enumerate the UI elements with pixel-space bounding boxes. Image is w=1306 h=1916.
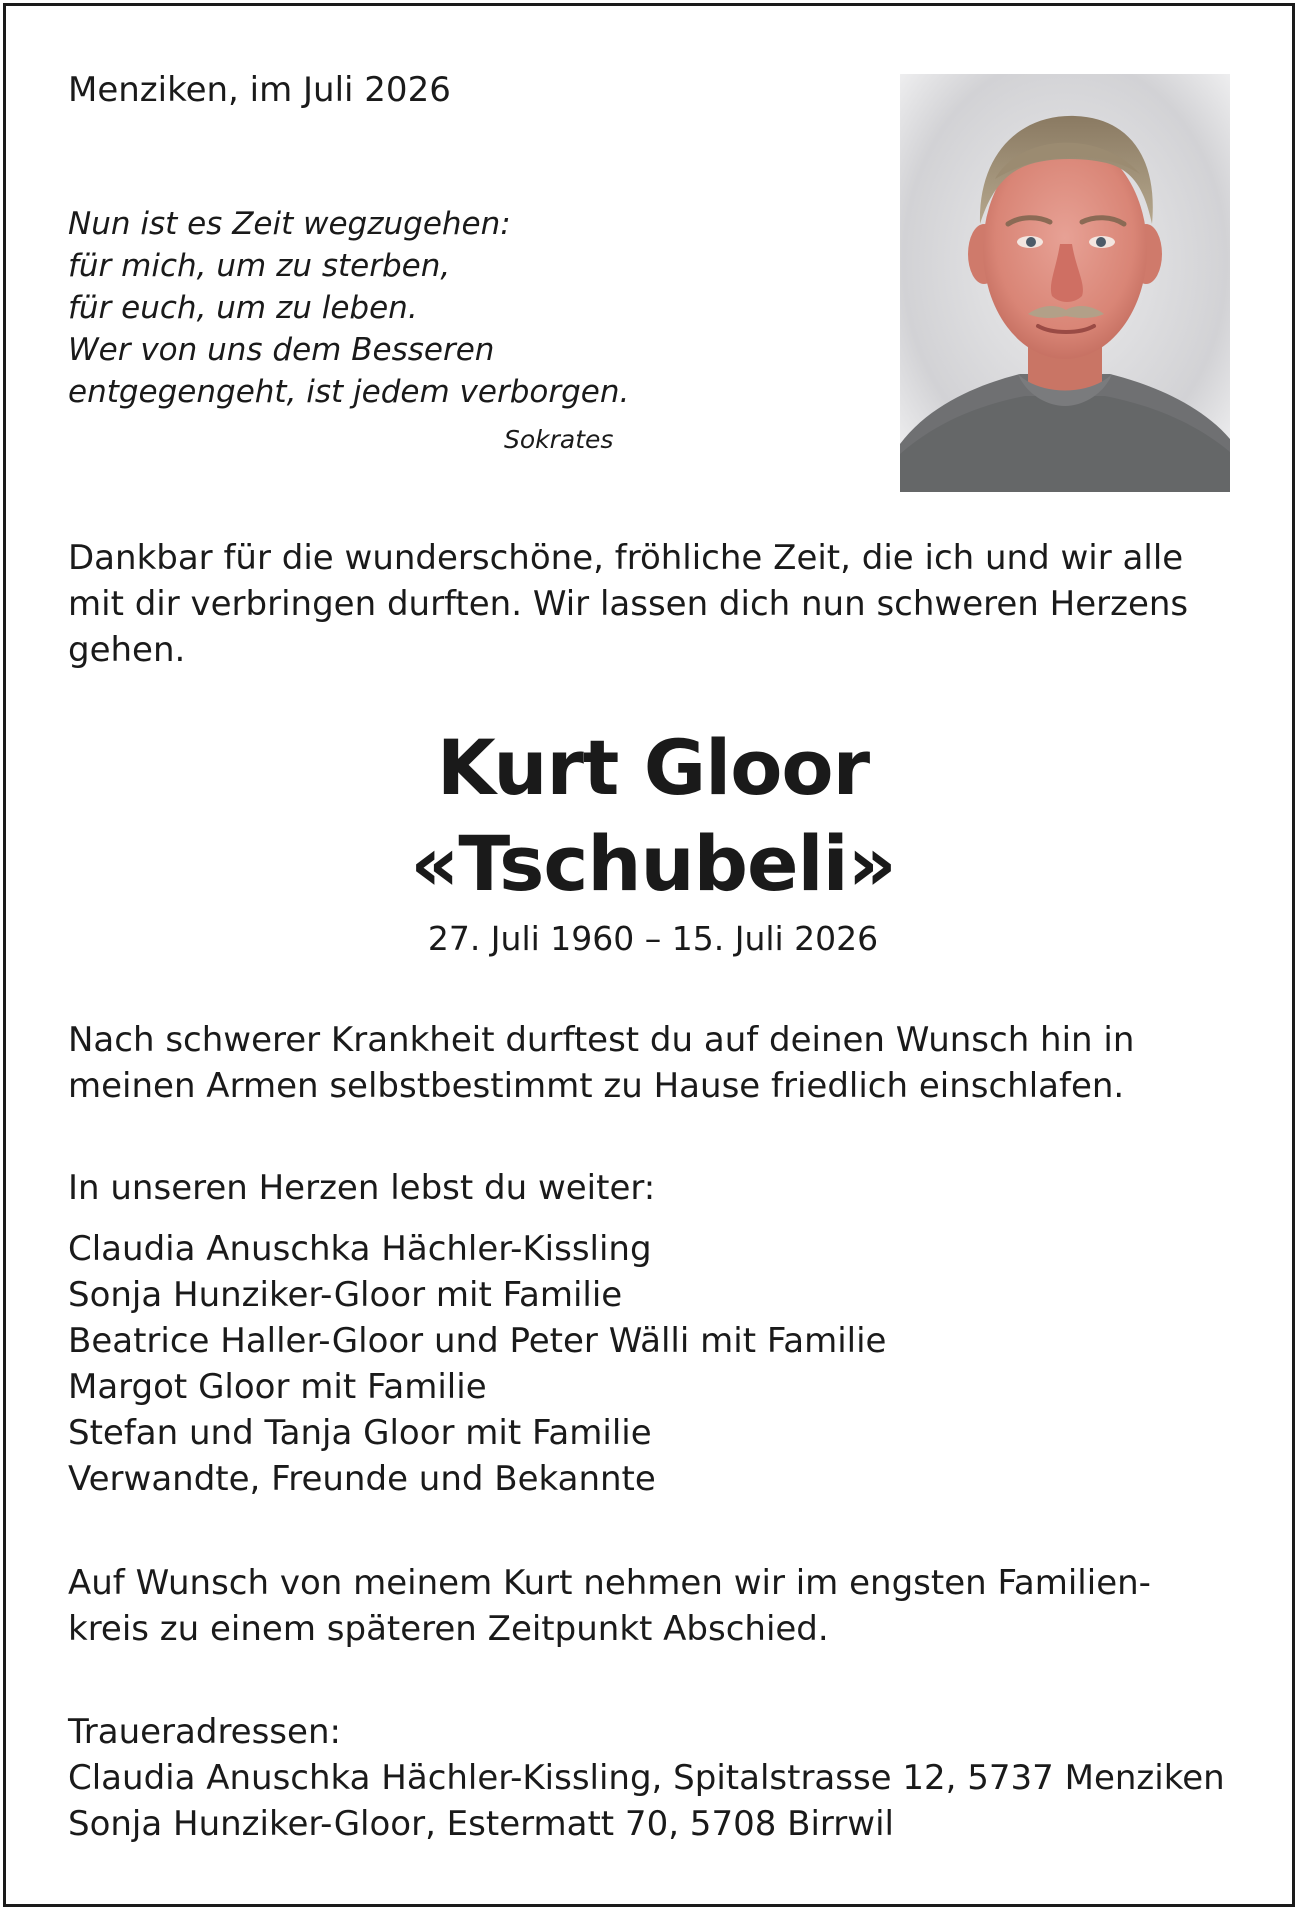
poem-line: für euch, um zu leben. — [68, 290, 418, 326]
place-date: Menziken, im Juli 2026 — [68, 70, 451, 110]
mourner-name: Verwandte, Freunde und Bekannte — [68, 1459, 656, 1499]
deceased-block — [68, 720, 1238, 964]
mourners-intro: In unseren Herzen lebst du weiter: — [68, 1168, 656, 1208]
poem-line: entgegengeht, ist jedem verborgen. — [68, 374, 630, 410]
mourner-name: Sonja Hunziker-Gloor mit Familie — [68, 1275, 623, 1315]
mourning-address: Sonja Hunziker-Gloor, Estermatt 70, 5708 Birrwil — [68, 1804, 894, 1844]
deceased-name: Kurt Gloor — [436, 723, 870, 812]
poem-author: Sokrates — [504, 425, 614, 454]
deceased-nickname: «Tschubeli» — [410, 819, 896, 908]
illness-text: Nach schwerer Krankheit durftest du auf deinen Wunsch hin in meinen Armen selbstbestimmt zu Hause friedlich einschlafen. — [68, 1020, 1135, 1106]
mourner-name: Claudia Anuschka Hächler-Kissling — [68, 1229, 652, 1269]
mourner-name: Beatrice Haller-Gloor und Peter Wälli mit Familie — [68, 1321, 887, 1361]
poem-line: Wer von uns dem Besseren — [68, 332, 495, 368]
addresses-heading: Traueradressen: — [68, 1712, 341, 1752]
life-dates: 27. Juli 1960 – 15. Juli 2026 — [427, 919, 879, 958]
thanks-text: Dankbar für die wunderschöne, fröhliche Zeit, die ich und wir alle mit dir verbringen durften. Wir lassen dich nun schweren Herzens gehen. — [68, 538, 1189, 670]
portrait-photo — [900, 74, 1230, 492]
portrait-illustration — [900, 74, 1230, 492]
poem-line: für mich, um zu sterben, — [68, 248, 451, 284]
addresses-list — [68, 1755, 1225, 1847]
poem — [68, 203, 629, 413]
mourner-name: Margot Gloor mit Familie — [68, 1367, 487, 1407]
mourner-name: Stefan und Tanja Gloor mit Familie — [68, 1413, 652, 1453]
farewell-text — [68, 1560, 1238, 1652]
farewell-line: kreis zu einem späteren Zeitpunkt Abschied. — [68, 1609, 829, 1649]
poem-line: Nun ist es Zeit wegzugehen: — [68, 206, 511, 242]
mourning-address: Claudia Anuschka Hächler-Kissling, Spitalstrasse 12, 5737 Menziken — [68, 1758, 1225, 1798]
farewell-line: Auf Wunsch von meinem Kurt nehmen wir im engsten Familien- — [68, 1563, 1151, 1603]
mourners-list — [68, 1226, 886, 1502]
